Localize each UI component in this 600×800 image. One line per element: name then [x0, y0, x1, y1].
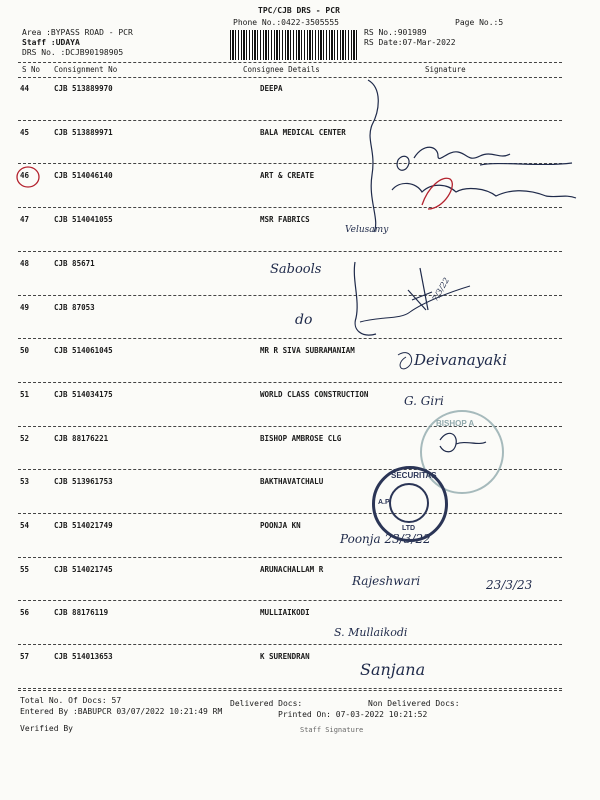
row-consignee: BALA MEDICAL CENTER — [260, 127, 346, 137]
row-consignment: CJB 514013653 — [54, 652, 113, 662]
row-consignment: CJB 514041055 — [54, 215, 113, 225]
handwritten-signature-57: Sanjana — [360, 660, 426, 679]
row-consignment: CJB 514061045 — [54, 346, 113, 356]
delivered-docs: Delivered Docs: — [230, 699, 303, 708]
row-consignee: ART & CREATE — [260, 171, 315, 181]
stamp-securitas: SECURITAS A.P. LTD — [372, 466, 448, 542]
non-delivered-docs: Non Delivered Docs: — [368, 699, 460, 708]
row-consignment: CJB 514021749 — [54, 521, 113, 530]
handwritten-signature-49: do — [295, 312, 313, 328]
row-sno: 50 — [20, 346, 30, 356]
row-consignment: CJB 85671 — [54, 258, 95, 268]
handwritten-signature-48: Sabools — [270, 262, 322, 277]
area-label: Area :BYPASS ROAD - PCR — [22, 28, 133, 37]
row-sno: 45 — [20, 127, 30, 137]
row-sno: 57 — [20, 652, 30, 662]
row-sno: 53 — [20, 477, 30, 487]
col-signature: Signature — [425, 65, 466, 74]
handwritten-signature-54: Poonja 23/3/22 — [340, 532, 431, 546]
row-sno: 48 — [20, 258, 30, 268]
row-sno: 46 — [20, 171, 30, 181]
row-consignee: ARUNACHALLAM R — [260, 564, 324, 574]
col-consignee: Consignee Details — [243, 65, 320, 74]
row-sno: 55 — [20, 564, 30, 574]
staff-signature: Staff Signature — [300, 726, 364, 734]
handwritten-signature-55: Rajeshwari — [352, 574, 421, 588]
row-consignment: CJB 513889971 — [54, 127, 113, 137]
printed-on: Printed On: 07-03-2022 10:21:52 — [278, 710, 428, 719]
row-sno: 54 — [20, 521, 30, 530]
col-consignment: Consignment No — [54, 65, 118, 74]
entered-by: Entered By :BABUPCR 03/07/2022 10:21:49 RM — [20, 707, 223, 716]
row-sno: 49 — [20, 302, 30, 312]
row-sno: 56 — [20, 608, 30, 618]
red-circle-mark — [16, 166, 42, 190]
total-docs: Total No. Of Docs: 57 — [20, 696, 122, 705]
page-number: Page No.:5 — [455, 18, 504, 27]
row-consignee: DEEPA — [260, 84, 283, 93]
row-consignee: BAKTHAVATCHALU — [260, 477, 324, 487]
phone-number: Phone No.:0422-3505555 — [233, 18, 339, 27]
row-sno: 47 — [20, 215, 30, 225]
handwritten-signature-50: Deivanayaki — [414, 351, 508, 369]
footer-rule — [18, 690, 562, 691]
handwritten-signature-47: Velusamy — [345, 225, 389, 235]
handwritten-date-55: 23/3/23 — [486, 578, 533, 592]
row-sno: 44 — [20, 84, 30, 93]
rs-number: RS No.:901989 — [364, 28, 427, 37]
row-consignment: CJB 513889970 — [54, 84, 113, 93]
row-consignment: CJB 87053 — [54, 302, 95, 312]
rs-date: RS Date:07-Mar-2022 — [364, 38, 456, 47]
drs-number: DRS No. :DCJB90198905 — [22, 48, 124, 57]
handwritten-date-mark: 7/3/22 — [430, 276, 452, 303]
row-consignee: MR R SIVA SUBRAMANIAM — [260, 346, 355, 356]
row-consignment: CJB 88176119 — [54, 608, 109, 618]
row-consignment: CJB 514021745 — [54, 564, 113, 574]
row-consignment: CJB 88176221 — [54, 433, 109, 443]
row-consignee: MULLIAIKODI — [260, 608, 310, 618]
row-consignment: CJB 513961753 — [54, 477, 113, 487]
row-consignee: WORLD CLASS CONSTRUCTION — [260, 389, 369, 399]
row-consignee: POONJA KN — [260, 521, 301, 530]
stamp-bishop: BISHOP A — [420, 410, 504, 494]
row-consignee: MSR FABRICS — [260, 215, 310, 225]
document-title: TPC/CJB DRS - PCR — [258, 6, 340, 15]
col-sno: S No — [22, 65, 41, 74]
handwritten-signature-51: G. Giri — [404, 394, 444, 408]
handwritten-signature-56: S. Mullaikodi — [334, 626, 408, 639]
row-consignment: CJB 514046140 — [54, 171, 113, 181]
row-sno: 52 — [20, 433, 30, 443]
staff-label: Staff :UDAYA — [22, 38, 80, 47]
row-sno: 51 — [20, 389, 30, 399]
verified-by: Verified By — [20, 724, 73, 733]
row-consignee: BISHOP AMBROSE CLG — [260, 433, 342, 443]
row-consignee: K SURENDRAN — [260, 652, 310, 662]
row-consignment: CJB 514034175 — [54, 389, 113, 399]
